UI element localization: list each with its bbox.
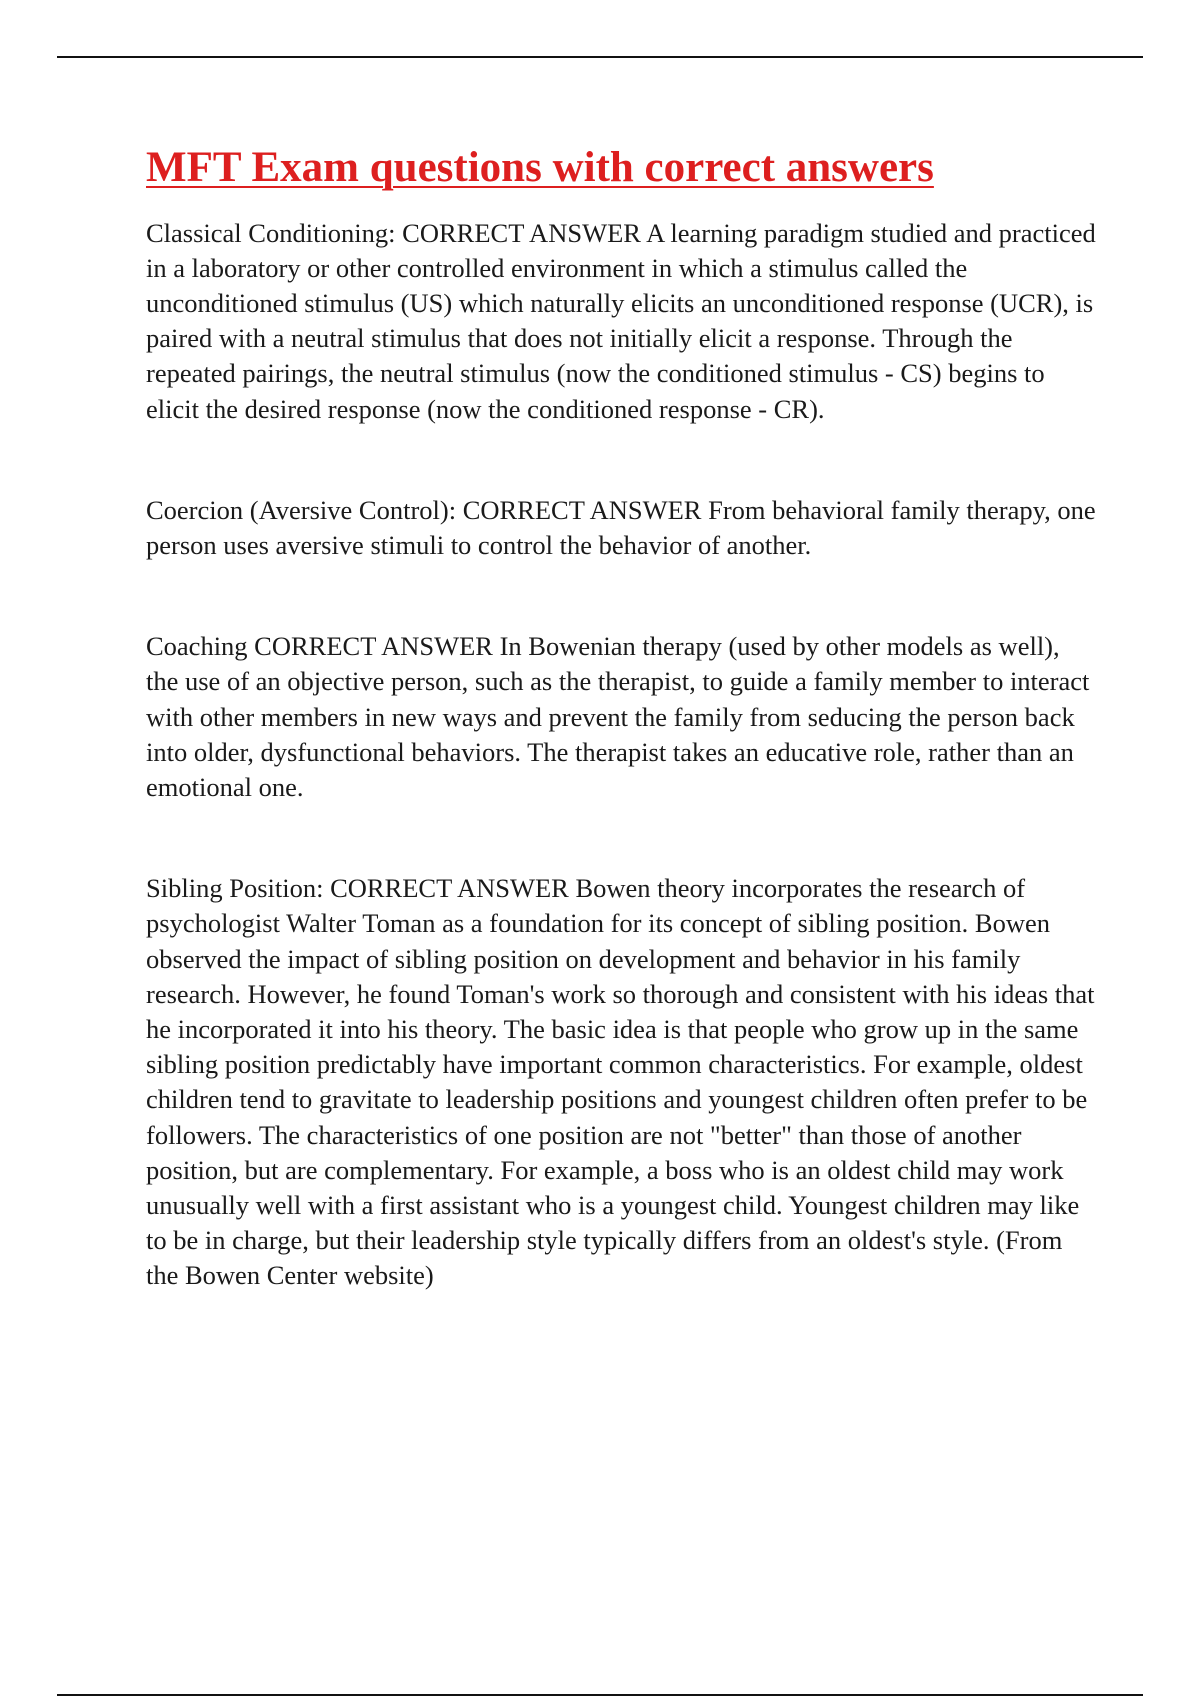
entry-coercion: Coercion (Aversive Control): CORRECT ANSWER From behavioral family therapy, one person uses aversive stimuli to control the behavior of another. [146, 494, 1096, 561]
entry-sibling-position: Sibling Position: CORRECT ANSWER Bowen theory incorporates the research of psychologist Walter Toman as a foundation for its concept of sibling position. Bowen observed the impact of sibling position on development and behavior in his family research. However, he found Toman's work so thorough and consistent with his ideas that he incorporated it into his theory. The basic idea is that people who grow up in the same sibling position predictably have important common characteristics. For example, oldest children tend to gravitate to leadership positions and youngest children often prefer to be followers. The characteristics of one position are not "better" than those of another position, but are complementary. For example, a boss who is an oldest child may work unusually well with a first assistant who is a youngest child. Youngest children may like to be in charge, but their leadership style typically differs from an oldest's style. (From the Bowen Center website) [146, 873, 1095, 1291]
footer-rule [57, 1694, 1143, 1696]
entry-coaching: Coaching CORRECT ANSWER In Bowenian therapy (used by other models as well), the use of an objective person, such as the therapist, to guide a family member to interact with other members in new ways and prevent the family from seducing the person back into older, dysfunctional behaviors. The therapist takes an educative role, rather than an emotional one. [146, 631, 1090, 803]
entry-classical-conditioning: Classical Conditioning: CORRECT ANSWER A learning paradigm studied and practiced in a laboratory or other controlled environment in which a stimulus called the unconditioned stimulus (US) which naturally elicits an unconditioned response (UCR), is paired with a neutral stimulus that does not initially elicit a response. Through the repeated pairings, the neutral stimulus (now the conditioned stimulus - CS) begins to elicit the desired response (now the conditioned response - CR). [146, 217, 1096, 424]
header-rule [57, 56, 1143, 58]
document-body [146, 142, 1096, 1294]
document-title: MFT Exam questions with correct answers [146, 144, 934, 191]
